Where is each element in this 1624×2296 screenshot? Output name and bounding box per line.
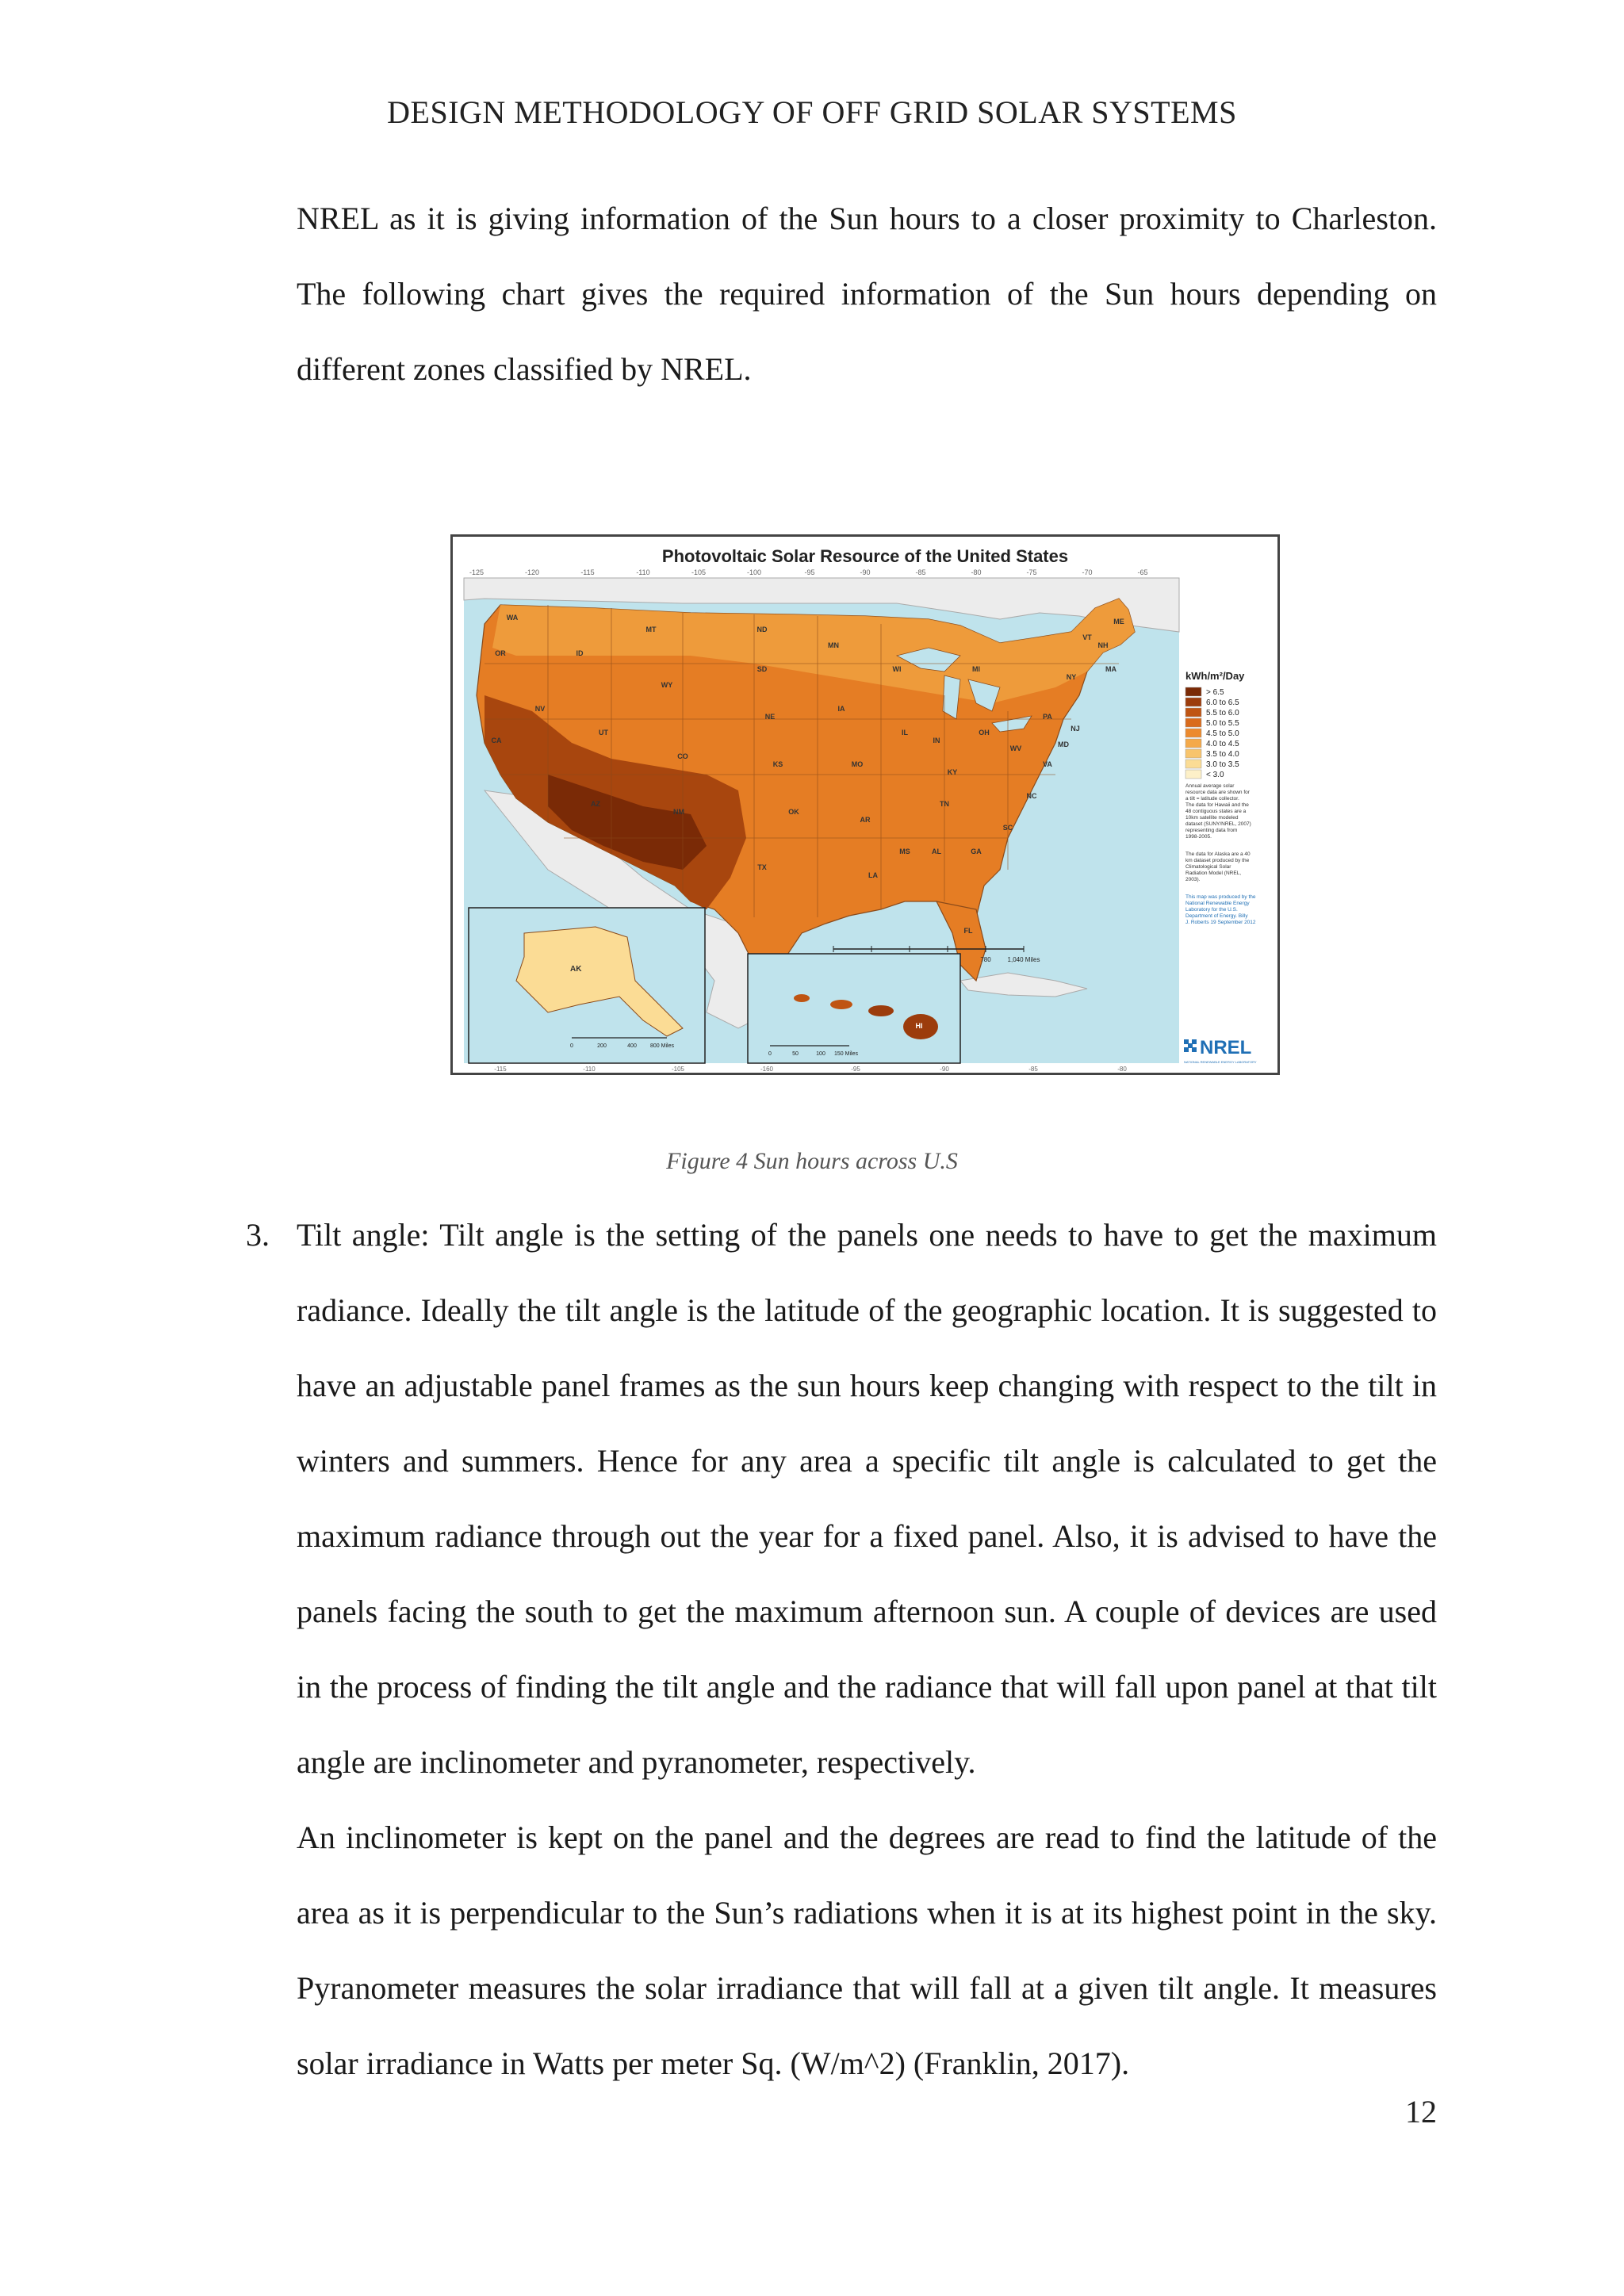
state-label-ne: NE (764, 713, 776, 721)
bottom-tick-label: -160 (760, 1066, 774, 1073)
solar-resource-map-figure (450, 534, 1280, 1075)
tilt-angle-paragraph: Tilt angle: Tilt angle is the setting of the panels one needs to have to get the maximum radiance. Ideally the tilt angle is the latitude of the geographic location. It is suggested to have an adjustable panel frames as the sun hours keep changing with respect to the tilt in winters and summers. Hence for any area a specific tilt angle is calculated to get the maximum radiance through out the year for a fixed panel. Also, it is advised to have the panels facing the south to get the maximum afternoon sun. A couple of devices are used in the process of finding the tilt angle and the radiance that will fall upon panel at that tilt angle are inclinometer and pyranometer, respectively. (297, 1217, 1437, 1780)
legend (1185, 687, 1239, 779)
list-number: 3. (246, 1217, 270, 1253)
state-label-nv: NV (534, 705, 546, 713)
state-label-nd: ND (756, 626, 768, 633)
state-label-ny: NY (1066, 673, 1077, 681)
legend-swatch (1185, 760, 1201, 768)
state-label-id: ID (576, 649, 584, 657)
legend-label: > 6.5 (1206, 688, 1224, 697)
state-label-or: OR (495, 649, 506, 657)
state-label-ut: UT (599, 729, 608, 737)
top-tick-label: -125 (469, 568, 485, 576)
state-label-la: LA (868, 871, 878, 879)
state-label-tn: TN (940, 800, 949, 808)
state-label-nc: NC (1026, 792, 1037, 800)
state-label-nh: NH (1097, 641, 1109, 649)
state-label-wi: WI (892, 665, 902, 673)
state-label-il: IL (902, 729, 908, 737)
legend-swatch (1185, 687, 1201, 696)
bottom-longitude-ticks (494, 1066, 1127, 1073)
running-header: DESIGN METHODOLOGY OF OFF GRID SOLAR SYSTEMS (387, 94, 1237, 130)
bottom-tick-label: -90 (940, 1066, 949, 1073)
state-label-mi: MI (972, 665, 980, 673)
alaska-scale-label: 800 Miles (650, 1043, 674, 1049)
top-tick-label: -80 (971, 568, 982, 576)
legend-swatch (1185, 749, 1201, 758)
map-note: This map was produced by the National Renewable Energy Laboratory for the U.S. Department of Energy. Billy J. Roberts 19 September 2012 (1185, 894, 1256, 925)
legend-swatch (1185, 739, 1201, 748)
state-label-ks: KS (772, 760, 783, 768)
scale-label: 780 (980, 956, 991, 963)
state-label-ms: MS (899, 848, 910, 855)
state-label-az: AZ (591, 800, 600, 808)
intro-paragraph-block (297, 181, 1437, 407)
state-label-sd: SD (756, 665, 768, 673)
state-label-mo: MO (851, 760, 864, 768)
legend-label: 5.0 to 5.5 (1206, 719, 1239, 728)
state-label-ky: KY (947, 768, 958, 776)
state-label-vt: VT (1082, 633, 1092, 641)
hawaii-scale-label: 0 (768, 1051, 772, 1057)
state-label-wy: WY (661, 681, 673, 689)
state-label-md: MD (1058, 740, 1069, 748)
page-number: 12 (1405, 2094, 1437, 2130)
legend-swatch (1185, 729, 1201, 737)
top-tick-label: -75 (1026, 568, 1037, 576)
state-label-nj: NJ (1071, 725, 1080, 733)
top-tick-label: -70 (1082, 568, 1093, 576)
state-label-tx: TX (757, 863, 767, 871)
alaska-scale-label: 0 (570, 1043, 573, 1049)
top-tick-label: -100 (746, 568, 762, 576)
top-tick-label: -105 (691, 568, 707, 576)
figure-caption: Figure 4 Sun hours across U.S (666, 1148, 958, 1174)
bottom-tick-label: -110 (583, 1066, 596, 1073)
legend-label: 4.0 to 4.5 (1206, 740, 1239, 748)
intro-paragraph: NREL as it is giving information of the Sun hours to a closer proximity to Charleston. The following chart gives the required information of the Sun hours depending on different zones classified by NREL. (297, 201, 1437, 387)
top-tick-label: -95 (804, 568, 815, 576)
hawaii-island-maui (868, 1005, 894, 1016)
nrel-logo-text: NREL (1200, 1037, 1252, 1058)
legend-swatch (1185, 698, 1201, 706)
alaska-inset (469, 908, 705, 1063)
legend-swatch (1185, 708, 1201, 717)
legend-label: < 3.0 (1206, 771, 1224, 779)
map-notes (1185, 783, 1256, 925)
scale-label: 1,040 Miles (1007, 956, 1040, 963)
top-tick-label: -90 (860, 568, 871, 576)
legend-label: 6.0 to 6.5 (1206, 698, 1239, 707)
top-tick-label: -110 (636, 568, 650, 576)
state-label-sc: SC (1002, 824, 1013, 832)
alaska-scale-label: 200 (597, 1043, 607, 1049)
state-label-wa: WA (506, 614, 519, 622)
list-item-body (297, 1197, 1437, 2101)
state-label-wv: WV (1009, 744, 1022, 752)
legend-label: 3.5 to 4.0 (1206, 750, 1239, 759)
nrel-logo (1184, 1037, 1257, 1064)
alaska-scale-label: 400 (627, 1043, 637, 1049)
solar-resource-map (453, 537, 1277, 1073)
state-label-pa: PA (1043, 713, 1052, 721)
state-label-mn: MN (828, 641, 839, 649)
bottom-tick-label: -105 (671, 1066, 685, 1073)
state-label-ga: GA (971, 848, 982, 855)
bottom-tick-label: -85 (1028, 1066, 1038, 1073)
hawaii-island-kauai (794, 994, 810, 1002)
hawaii-island-oahu (830, 1000, 852, 1009)
state-label-ia: IA (837, 705, 845, 713)
bottom-tick-label: -95 (851, 1066, 860, 1073)
state-label-co: CO (677, 752, 688, 760)
state-label-ok: OK (788, 808, 799, 816)
state-label-in: IN (933, 737, 940, 744)
legend-panel-background (1179, 578, 1268, 1063)
top-tick-label: -120 (524, 568, 540, 576)
bottom-tick-label: -115 (494, 1066, 507, 1073)
top-longitude-ticks (469, 568, 1148, 576)
alaska-label: AK (570, 965, 582, 974)
state-label-nm: NM (673, 808, 684, 816)
legend-label: 4.5 to 5.0 (1206, 729, 1239, 738)
state-label-mt: MT (645, 626, 657, 633)
hawaii-inset (748, 954, 960, 1063)
state-label-ma: MA (1105, 665, 1116, 673)
top-tick-label: -85 (915, 568, 926, 576)
state-label-fl: FL (963, 927, 973, 935)
nrel-logo-subtext: NATIONAL RENEWABLE ENERGY LABORATORY (1184, 1060, 1257, 1064)
state-label-ca: CA (491, 737, 502, 744)
state-label-al: AL (932, 848, 941, 855)
legend-swatch (1185, 770, 1201, 779)
map-note: Annual average solar resource data are shown for a tilt = latitude collector. The data for Hawaii and the 48 contiguous states are a 10km satellite modeled dataset (SUNY/NREL, 2007) representing data from 1998-2005. (1185, 783, 1251, 840)
legend-label: 3.0 to 3.5 (1206, 760, 1239, 769)
hawaii-scale-label: 50 (792, 1051, 799, 1057)
hawaii-scale-label: 150 Miles (834, 1051, 858, 1057)
top-tick-label: -65 (1137, 568, 1148, 576)
legend-label: 5.5 to 6.0 (1206, 709, 1239, 718)
state-label-va: VA (1043, 760, 1052, 768)
map-note: The data for Alaska are a 40 km dataset produced by the Climatological Solar Radiation Model (NREL, 2003). (1185, 851, 1251, 882)
legend-swatch (1185, 718, 1201, 727)
top-tick-label: -115 (580, 568, 595, 576)
hawaii-scale-label: 100 (816, 1051, 825, 1057)
map-title: Photovoltaic Solar Resource of the United States (661, 546, 1069, 566)
bottom-tick-label: -80 (1117, 1066, 1127, 1073)
state-label-me: ME (1113, 618, 1124, 626)
legend-title: kWh/m²/Day (1185, 670, 1245, 682)
state-label-oh: OH (979, 729, 990, 737)
hawaii-label: HI (915, 1022, 923, 1030)
state-label-ar: AR (860, 816, 871, 824)
inclinometer-paragraph: An inclinometer is kept on the panel and the degrees are read to find the latitude of the area as it is perpendicular to the Sun’s radiations when it is at its highest point in the sky. Pyranometer measures the solar irradiance that will fall at a given tilt angle. It measures solar irradiance in Watts per meter Sq. (W/m^2) (Franklin, 2017). (297, 1820, 1437, 2081)
